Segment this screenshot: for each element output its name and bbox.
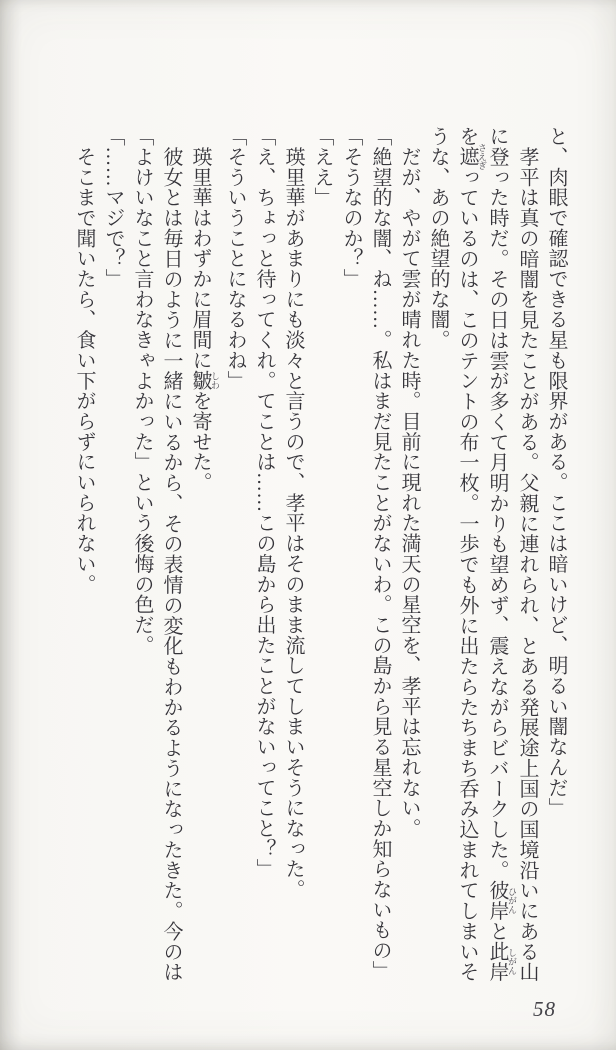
paragraph: 「そうなのか？」 [340, 126, 362, 289]
paragraph: 瑛里華があまりにも淡々と言うので、孝平はそのまま流してしまいそうになった。 [282, 126, 304, 900]
furigana-term: 彼岸 ひがん [486, 880, 517, 921]
paragraph: 「絶望的な闇、ね……。私はまだ見たことがないわ。この島から見る星空しか知らないもの」 [369, 126, 391, 981]
paragraph: 「え、ちょっと待ってくれ。てことは……この島から出たことがないってこと？」 [253, 126, 275, 879]
page-text [69, 126, 570, 982]
furigana-reading: ひがん [507, 880, 517, 921]
paragraph: だが、やがて雲が晴れた時。目前に現れた満天の星空を、孝平は忘れない。 [398, 126, 420, 839]
paragraph: そこまで聞いたら、食い下がらずにいられない。 [73, 126, 95, 595]
paragraph: 孝平は真の暗闇を見たことがある。父親に連れられ、とある発展途上国の国境沿いにある山に登った時だ。その日は雲が多くて月明かりも望めず、震えながらビバークした。彼岸 ひがんと此岸 しがんを遮 さえぎっているのは、このテントの布一枚。一歩でも外に出たらたちまち呑み込まれてしまいそうな、あの絶望的な闇。 [427, 126, 538, 982]
page-number: 58 [533, 997, 556, 1021]
furigana-reading: しわ [210, 370, 220, 391]
furigana-term: 遮 さえぎ [456, 143, 487, 171]
furigana-term: 此岸 しがん [486, 941, 517, 982]
paragraph: と、肉眼で確認できる星も限界がある。ここは暗いけど、明るい闇なんだ」 [545, 126, 567, 818]
paragraph: 「……マジで？」 [102, 126, 124, 289]
paragraph: 彼女とは毎日のように一緒にいるから、その表情の変化もわかるようになったきた。今のは「よけいなこと言わなきゃよかった」という後悔の色だ。 [131, 126, 182, 982]
furigana-reading: しがん [507, 941, 517, 982]
furigana-reading: さえぎ [477, 143, 487, 171]
paragraph: 「ええ」 [311, 126, 333, 208]
paragraph: 瑛里華はわずかに眉間に皺 しわを寄せた。 [189, 126, 220, 493]
paragraph: 「そういうことになるわね」 [224, 126, 246, 391]
furigana-term: 皺 しわ [189, 370, 220, 391]
